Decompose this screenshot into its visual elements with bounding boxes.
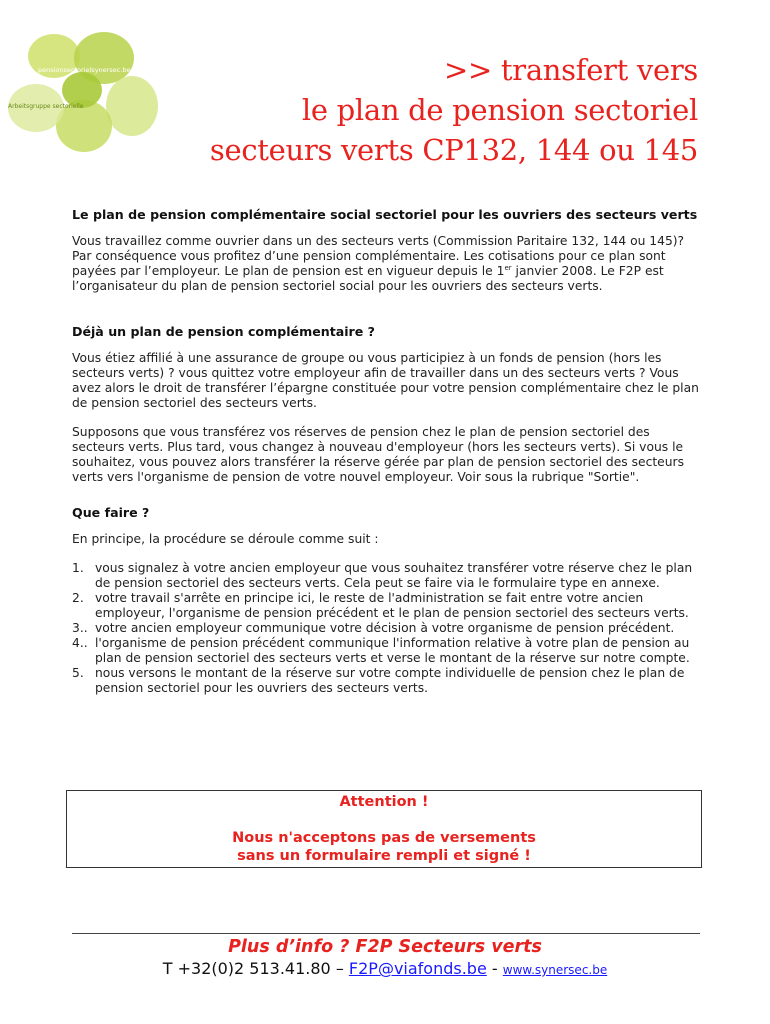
attention-box (66, 790, 702, 868)
footer-divider (72, 933, 700, 934)
phone-number: T +32(0)2 513.41.80 – (162, 959, 349, 978)
website-link[interactable]: www.synersec.be (502, 963, 608, 977)
list-item: 3.. votre ancien employeur communique votre décision à votre organisme de pension précédent. (72, 621, 675, 635)
list-item: 4.. l'organisme de pension précédent communique l'information relative à votre plan de pension au plan de pension sectoriel des secteurs verts et verse le montant de la réserve sur notre compte. (72, 636, 690, 665)
logo-text-1: pensionsectorielsynersec.be (38, 66, 131, 74)
clover-logo-icon (6, 28, 162, 158)
document-body (72, 207, 702, 696)
list-item: 5. nous versons le montant de la réserve sur votre compte individuelle de pension chez le plan de pension sectoriel pour les ouvriers des secteurs verts. (72, 666, 685, 695)
title-line-2: le plan de pension sectoriel (301, 93, 698, 127)
section2-paragraph-2: Supposons que vous transférez vos réserves de pension chez le plan de pension sectoriel des secteurs verts. Plus tard, vous changez à nouveau d'employeur (hors les secteurs verts). Si vous le souhaitez, vous pouvez alors transférer la réserve gérée par plan de pension sectoriel des secteurs verts vers l'organisme de pension de votre nouvel employeur. Voir sous la rubrique "Sortie". (72, 425, 684, 484)
section1-paragraph: Vous travaillez comme ouvrier dans un des secteurs verts (Commission Paritaire 132, 144 ou 145)? Par conséquence vous profitez d’une pension complémentaire. Les cotisations pour ce plan sont payées par l’employeur. Le plan de pension est en vigueur depuis le 1er janvier 2008. Le F2P est l’organisateur du plan de pension sectoriel social pour les ouvriers des secteurs verts. (72, 234, 685, 293)
attention-title: Attention ! (339, 794, 429, 810)
list-item: 2. votre travail s'arrête en principe ici, le reste de l'administration se fait entre votre ancien employeur, l'organisme de pension précédent et le plan de pension sectoriel des secteurs verts. (72, 591, 689, 620)
email-link[interactable]: F2P@viafonds.be (348, 959, 487, 978)
title-line-3: secteurs verts CP132, 144 ou 145 (209, 133, 698, 167)
superscript-er: er (504, 263, 512, 272)
section1-heading: Le plan de pension complémentaire social sectoriel pour les ouvriers des secteurs verts (72, 207, 698, 222)
footer-contact (0, 958, 770, 981)
separator: - (486, 959, 503, 978)
title-line-1: >> transfert vers (443, 53, 698, 87)
section3-intro: En principe, la procédure se déroule comme suit : (72, 532, 379, 546)
attention-line-2: sans un formulaire rempli et signé ! (237, 848, 531, 864)
page-title (210, 50, 698, 170)
list-item: 1. vous signalez à votre ancien employeur que vous souhaitez transférer votre réserve chez le plan de pension sectoriel des secteurs verts. Cela peut se faire via le formulaire type en annexe. (72, 561, 693, 590)
logo (6, 28, 162, 158)
attention-line-1: Nous n'acceptons pas de versements (232, 830, 536, 846)
section3-heading: Que faire ? (72, 505, 150, 520)
procedure-steps-list (72, 561, 702, 696)
section2-paragraph-1: Vous étiez affilié à une assurance de groupe ou vous participiez à un fonds de pension (hors les secteurs verts) ? vous quittez votre employeur afin de travailler dans un des secteurs verts ? Vous avez alors le droit de transférer l’épargne constituée pour votre pension complémentaire chez le plan de pension sectoriel des secteurs verts. (72, 351, 699, 410)
section2-heading: Déjà un plan de pension complémentaire ? (72, 324, 375, 339)
footer-title: Plus d’info ? F2P Secteurs verts (228, 937, 542, 957)
logo-text-2: Arbeitsgruppe sectorielle (8, 103, 84, 110)
